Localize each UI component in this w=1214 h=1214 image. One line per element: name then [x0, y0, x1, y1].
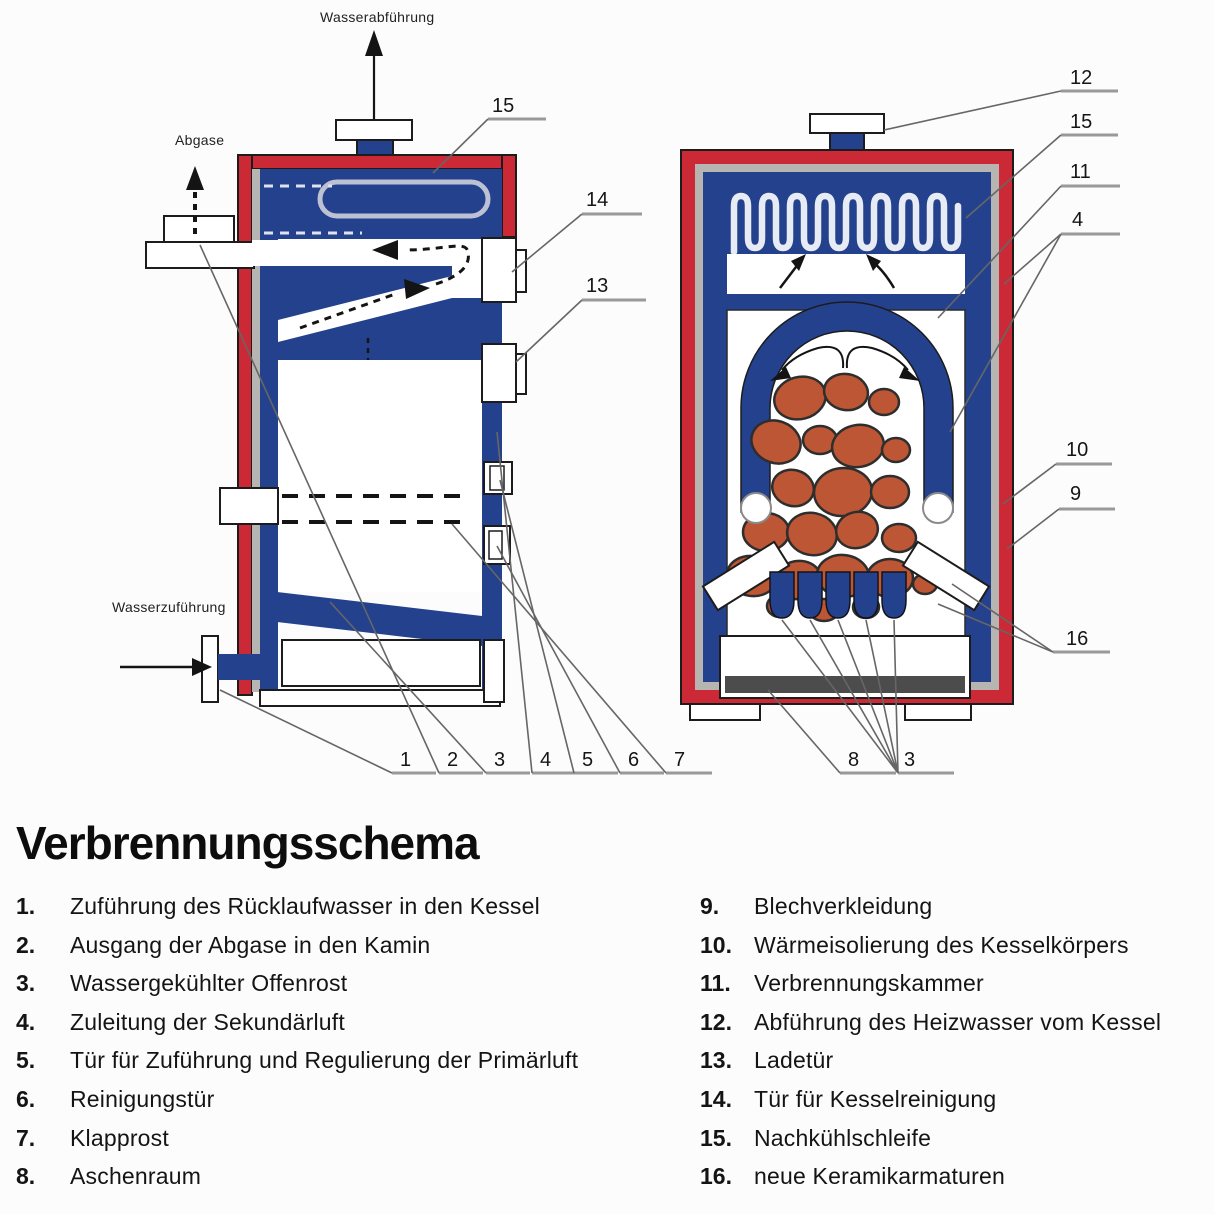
callout-6: 6 — [628, 749, 640, 771]
callout-1: 1 — [400, 749, 412, 771]
shell-right-upper — [502, 155, 516, 237]
legend-num: 13. — [700, 1047, 732, 1074]
ash-layer — [725, 676, 965, 693]
legend-num: 8. — [16, 1163, 36, 1190]
callout-3: 3 — [494, 749, 506, 771]
legend-item — [16, 932, 684, 971]
callout-11: 11 — [1070, 161, 1091, 183]
right-boiler-leg-left — [690, 704, 760, 720]
shell-left — [238, 155, 252, 695]
legend-label: Reinigungstür — [70, 1085, 215, 1112]
legend-label: Tür für Zuführung und Regulierung der Primärluft — [70, 1047, 579, 1074]
legend-num: 1. — [16, 893, 36, 919]
legend-item — [16, 1125, 684, 1164]
legend-num: 10. — [700, 931, 732, 958]
callout-5: 5 — [582, 749, 594, 771]
callout-2: 2 — [447, 749, 459, 771]
water-out-label: Wasserabführung — [320, 9, 435, 25]
shell-top — [238, 155, 516, 169]
legend-num: 14. — [700, 1085, 732, 1112]
legend-label: Ausgang der Abgase in den Kamin — [70, 931, 431, 958]
callout-left-14-leader — [512, 214, 582, 272]
legend-label: Wassergekühlter Offenrost — [70, 970, 348, 997]
callout-15: 15 — [1070, 111, 1093, 133]
gas-band — [727, 254, 965, 294]
callout-9: 9 — [1070, 483, 1082, 505]
top-flange-left — [336, 120, 412, 140]
callout-7: 7 — [674, 749, 686, 771]
legend-item — [16, 1047, 684, 1086]
left-chamber — [278, 360, 482, 592]
legend-label: Wärmeisolierung des Kesselkörpers — [754, 931, 1129, 958]
right-boiler-section — [681, 67, 1120, 773]
top-flange-right — [810, 114, 884, 133]
legend-label: Ladetür — [754, 1047, 834, 1074]
callout-12: 12 — [1070, 67, 1093, 89]
legend-item — [16, 970, 684, 1009]
leader-6 — [497, 546, 620, 773]
legend-label: Verbrennungskammer — [754, 970, 984, 997]
page-title: Verbrennungsschema — [16, 817, 479, 869]
left-boiler-leg — [484, 640, 504, 702]
cleaning-door-14-tab — [516, 250, 526, 292]
legend-item — [700, 1125, 1212, 1164]
legend-item — [700, 893, 1212, 932]
callout-left-13: 13 — [586, 275, 609, 297]
legend-num: 16. — [700, 1163, 732, 1190]
legend-item — [16, 893, 684, 932]
legend-num: 2. — [16, 931, 36, 958]
legend-num: 15. — [700, 1124, 732, 1151]
callout-8: 8 — [848, 749, 860, 771]
legend-label: Zuleitung der Sekundärluft — [70, 1008, 345, 1035]
left-base-plate — [260, 690, 500, 706]
chimney-step — [164, 216, 234, 242]
legend-label: Klapprost — [70, 1124, 169, 1151]
legend-item — [16, 1086, 684, 1125]
cleaning-door-14 — [482, 238, 516, 302]
callout-left-14: 14 — [586, 189, 609, 211]
legend-item — [16, 1009, 684, 1048]
left-side-port — [220, 488, 278, 524]
legend-label: Zuführung des Rücklaufwasser in den Kessel — [70, 893, 540, 919]
legend-item — [700, 1163, 1212, 1202]
callout-left-13-leader — [516, 300, 582, 362]
inlet-pipe — [218, 654, 264, 680]
legend-label: Aschenraum — [70, 1163, 202, 1190]
flue-gas-label: Abgase — [175, 132, 225, 148]
callout-left-15: 15 — [492, 95, 515, 117]
legend-num: 11. — [700, 970, 731, 997]
arch-end-right — [923, 493, 953, 523]
legend-item — [700, 932, 1212, 971]
leader-5 — [500, 480, 574, 773]
legend-label: Blechverkleidung — [754, 893, 933, 919]
flue-channel-upper — [252, 240, 462, 266]
legend-label: Tür für Kesselreinigung — [754, 1085, 997, 1112]
legend-label: Abführung des Heizwasser vom Kessel — [754, 1008, 1162, 1035]
callout-3b: 3 — [904, 749, 916, 771]
arch-end-left — [741, 493, 771, 523]
flue-gas-arrowhead — [186, 166, 204, 190]
legend-num: 4. — [16, 1008, 36, 1035]
sloped-grate — [260, 590, 482, 646]
legend-item — [16, 1163, 684, 1202]
ash-tray — [282, 640, 480, 686]
water-in-label: Wasserzuführung — [112, 599, 226, 615]
legend-num: 5. — [16, 1047, 36, 1074]
callout-4: 4 — [1072, 209, 1084, 231]
legend-num: 12. — [700, 1008, 732, 1035]
legend-item — [700, 970, 1212, 1009]
legend-num: 7. — [16, 1124, 36, 1151]
legend-num: 6. — [16, 1085, 36, 1112]
legend-num: 3. — [16, 970, 36, 997]
legend-item — [700, 1086, 1212, 1125]
left-boiler-section — [112, 9, 712, 773]
legend-left-column — [16, 893, 684, 1202]
callout-4: 4 — [540, 749, 552, 771]
legend-num: 9. — [700, 893, 720, 919]
loading-door-13 — [482, 344, 516, 402]
legend-label: Nachkühlschleife — [754, 1124, 932, 1151]
grate-fingers — [770, 572, 906, 618]
legend-item — [700, 1009, 1212, 1048]
callout-10: 10 — [1066, 439, 1089, 461]
legend-item — [700, 1047, 1212, 1086]
legend-label: neue Keramikarmaturen — [754, 1163, 1005, 1190]
callout-16: 16 — [1066, 628, 1089, 650]
legend-right-column — [700, 893, 1212, 1202]
water-out-arrowhead — [365, 30, 383, 56]
secondary-air-port — [484, 462, 512, 494]
right-boiler-leg-right — [905, 704, 971, 720]
